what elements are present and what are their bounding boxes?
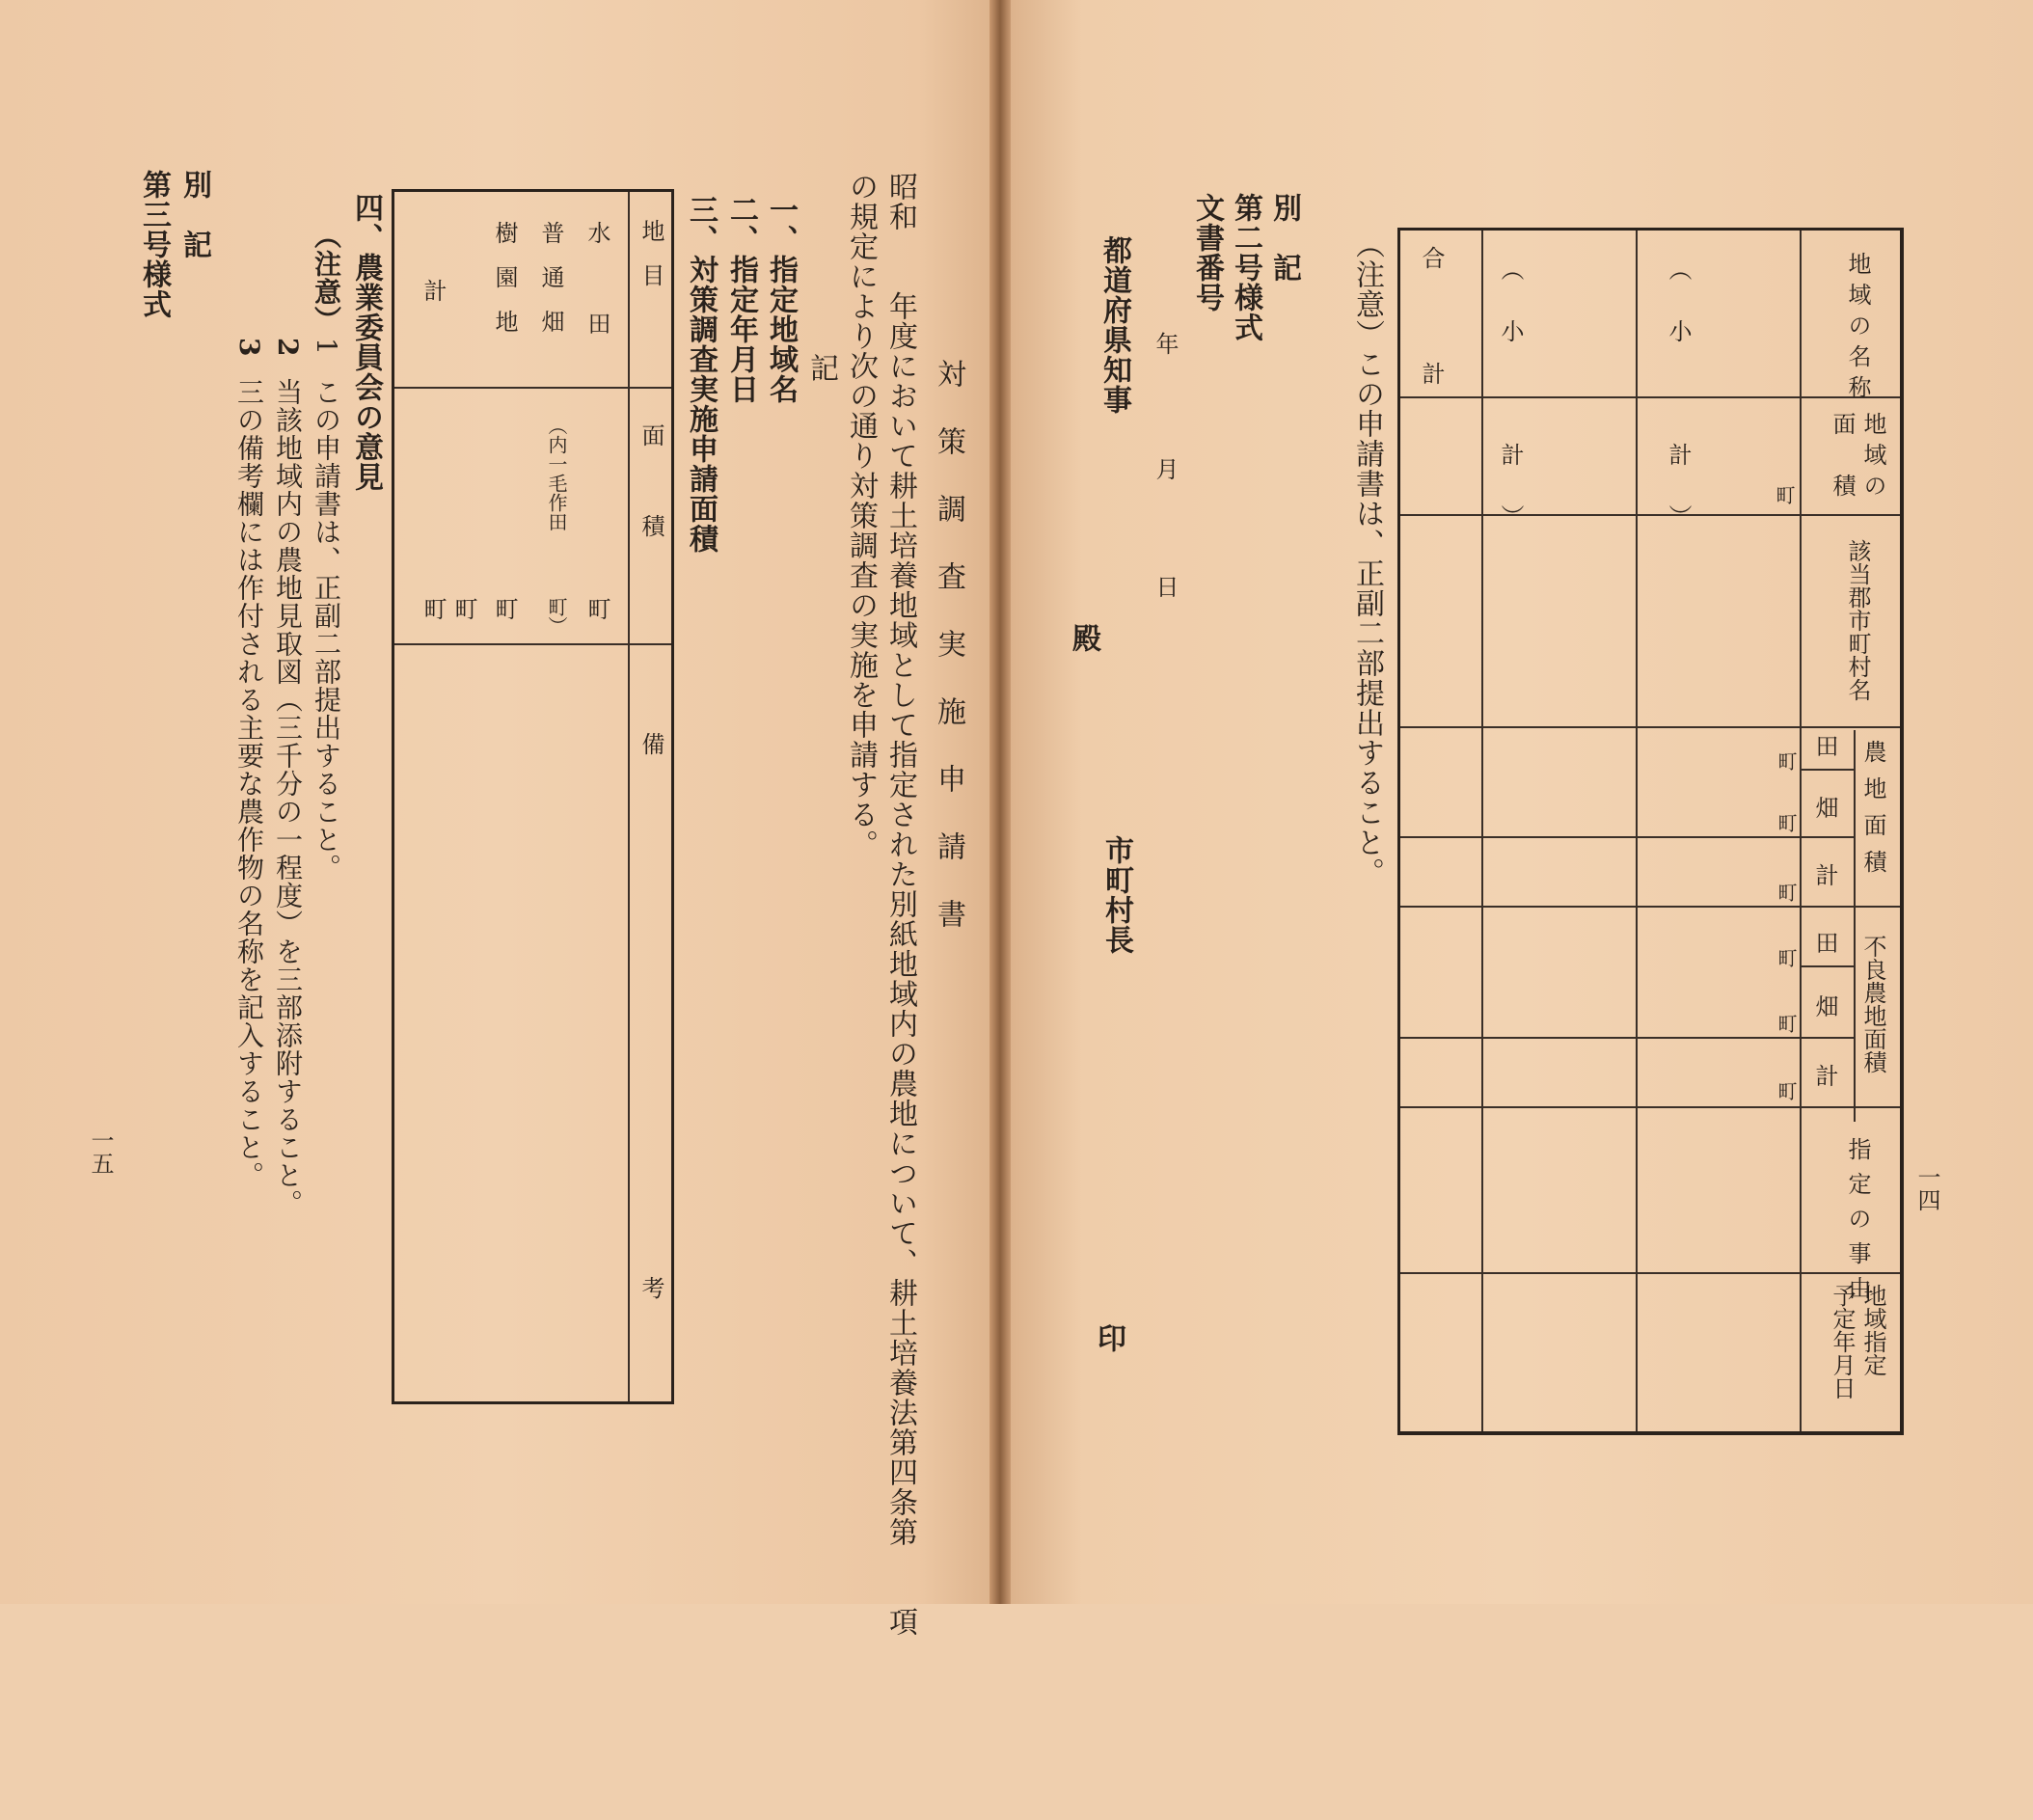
header-schedule-1: 地域指定 <box>1859 1284 1886 1376</box>
header-farmland-ta: 田 <box>1811 734 1838 757</box>
unit-farmland-kei: 町 <box>1775 883 1798 902</box>
row-border-area-name <box>1400 396 1900 398</box>
total-column-border <box>1481 231 1483 1431</box>
header-poor-kei: 計 <box>1811 1064 1838 1087</box>
row-border-farmland-ta-body <box>1400 836 1800 838</box>
row-kei-label: 計 <box>420 279 447 302</box>
row-futsuhata-label: 普通畑 <box>537 221 564 354</box>
menseki-row-border <box>394 643 671 645</box>
note-1-text: この申請書は、正副二部提出すること。 <box>311 378 342 882</box>
row-border-poor-ta-body <box>1400 1037 1800 1039</box>
area-table <box>392 189 674 1820</box>
unit-poor-hata: 町 <box>1775 1014 1798 1033</box>
row-border-farmland <box>1400 906 1900 908</box>
body-line-2: の規定により次の通り対策調査の実施を申請する。 <box>844 172 878 859</box>
note-3-text: 三の備考欄には作付される主要な農作物の名称を記入すること。 <box>233 378 265 1189</box>
right-page-number: 一四 <box>1913 1165 1940 1211</box>
note-3-number: 3 <box>233 338 265 358</box>
right-betsuki: 別 記 <box>1267 193 1301 283</box>
row-border-poor-hata <box>1800 1037 1856 1039</box>
left-page-number: 一五 <box>87 1128 114 1175</box>
header-poor-ta: 田 <box>1811 931 1838 954</box>
row-suiden-label: 水田 <box>583 221 610 402</box>
body-line-1: 昭和 年度において耕土培養地域として指定された別紙地域内の農地について、耕土培養法第四条第 項 <box>883 172 917 1637</box>
header-area-name: 地域の名称 <box>1844 252 1871 406</box>
subtotal-column-border <box>1636 231 1638 1431</box>
left-betsuki: 別 記 <box>177 170 211 259</box>
row-ichimosaku-unit: 町） <box>545 597 568 636</box>
item-1: 一、指定地域名 <box>764 195 798 404</box>
date-day: 日 <box>1152 575 1179 598</box>
item-2: 二、指定年月日 <box>724 195 758 404</box>
right-form-number: 第二号様式 <box>1229 193 1262 342</box>
dono: 殿 <box>1067 623 1100 653</box>
chimoku-row-border <box>394 387 671 389</box>
header-biko: 備考 <box>637 732 664 1820</box>
unit-farmland-ta: 町 <box>1775 751 1798 771</box>
document-number: 文書番号 <box>1190 193 1224 312</box>
header-poor-farmland: 不良農地面積 <box>1859 935 1886 1073</box>
left-form-number: 第三号様式 <box>137 170 171 319</box>
header-menseki: 面積 <box>637 423 664 605</box>
note-2-text: 当該地域内の農地見取図（三千分の一程度）を三部添附すること。 <box>272 378 304 1217</box>
header-farmland-hata: 畑 <box>1811 796 1838 819</box>
header-area-size-2: 面 積 <box>1829 412 1856 504</box>
row-border-poor-ta <box>1800 965 1856 967</box>
row-border-area-size <box>1400 514 1900 516</box>
header-reason: 指定の事由 <box>1844 1137 1871 1311</box>
header-farmland-kei: 計 <box>1811 863 1838 886</box>
header-area-size-1: 地域の <box>1859 412 1886 504</box>
row-juenchi-label: 樹園地 <box>491 221 518 354</box>
row-futsuhata-unit: 町 <box>491 597 518 620</box>
date-year: 年 <box>1152 332 1179 355</box>
note-2-number: 2 <box>272 338 304 358</box>
row-border-poor <box>1400 1106 1900 1108</box>
unit-poor-kei: 町 <box>1775 1081 1798 1100</box>
header-district: 該当郡市町村名 <box>1844 539 1871 701</box>
item-4: 四、農業委員会の意見 <box>349 193 383 492</box>
header-schedule-2: 予定年月日 <box>1829 1284 1856 1399</box>
addressee: 都道府県知事 <box>1098 235 1131 415</box>
item-3: 三、対策調査実施申請面積 <box>684 195 718 554</box>
seal-mark: 印 <box>1092 1323 1125 1353</box>
subtotal-1-label: （小 計） <box>1665 258 1692 566</box>
header-chimoku: 地目 <box>637 219 664 308</box>
header-poor-hata: 畑 <box>1811 994 1838 1018</box>
form-title: 対策調査実施申請書 <box>932 359 965 966</box>
farmland-subheader-border <box>1854 730 1856 1122</box>
row-ichimosaku-sub: （内一毛作田 <box>545 416 568 531</box>
row-border-farmland-hata <box>1800 836 1856 838</box>
row-kei-unit: 町 <box>420 597 447 620</box>
row-border-reason <box>1400 1272 1900 1274</box>
row-suiden-unit: 町 <box>583 597 610 620</box>
subtotal-2-label: （小 計） <box>1497 258 1524 566</box>
unit-farmland-hata: 町 <box>1775 813 1798 832</box>
right-note: （注意）この申請書は、正副二部提出すること。 <box>1350 230 1384 887</box>
designated-area-table <box>1397 228 1904 1435</box>
note-1-number: 1 <box>311 338 342 356</box>
unit-poor-ta: 町 <box>1775 948 1798 967</box>
row-juenchi-unit: 町 <box>450 597 477 620</box>
date-month: 月 <box>1152 457 1179 480</box>
book-gutter <box>989 0 1011 1604</box>
notes-label: （注意） <box>311 222 342 334</box>
ki-heading: 記 <box>804 353 838 383</box>
header-farmland: 農地面積 <box>1859 740 1886 886</box>
row-border-farmland-ta <box>1800 769 1856 771</box>
total-label: 合 計 <box>1418 246 1445 420</box>
unit-area-size: 町 <box>1773 485 1796 504</box>
mayor: 市町村長 <box>1099 835 1133 955</box>
right-table-header-border <box>1800 231 1802 1431</box>
header-column-border <box>628 192 630 1401</box>
row-border-district <box>1400 726 1900 728</box>
